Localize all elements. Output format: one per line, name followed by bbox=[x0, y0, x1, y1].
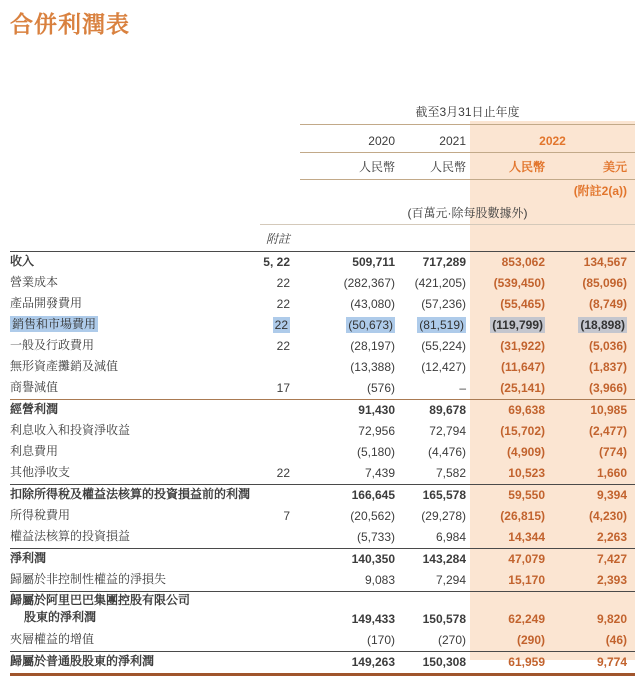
table-row bbox=[10, 506, 635, 527]
value-2022-rmb: 62,249 bbox=[470, 592, 550, 631]
spacer-cell bbox=[10, 201, 260, 225]
table-row bbox=[10, 485, 635, 507]
spacer-cell bbox=[10, 180, 550, 202]
value-2021: 150,308 bbox=[400, 652, 470, 675]
row-label: 所得稅費用 bbox=[10, 508, 71, 522]
row-label: 歸屬於非控制性權益的淨損失 bbox=[10, 572, 167, 586]
table-row bbox=[10, 400, 635, 422]
table-header bbox=[10, 100, 635, 252]
row-label: 權益法核算的投資損益 bbox=[10, 529, 131, 543]
table-row bbox=[10, 592, 635, 631]
value-2022-rmb: (290) bbox=[516, 633, 545, 647]
period-header-row bbox=[10, 100, 635, 125]
value-2020: (170) bbox=[366, 633, 395, 647]
row-label: 淨利潤 bbox=[10, 549, 260, 571]
value-2022-usd: (1,837) bbox=[589, 360, 628, 374]
value-2021: (55,224) bbox=[421, 339, 466, 353]
value-2020: 7,439 bbox=[364, 466, 395, 480]
value-2021: 7,582 bbox=[435, 466, 466, 480]
value-2020: (282,367) bbox=[343, 276, 395, 290]
value-2021: 717,289 bbox=[400, 252, 470, 274]
value-2020: (20,562) bbox=[350, 509, 395, 523]
value-2022-usd: 1,660 bbox=[597, 466, 628, 480]
row-note: 17 bbox=[276, 381, 290, 395]
value-2021: (29,278) bbox=[421, 509, 466, 523]
value-2021: 89,678 bbox=[400, 400, 470, 422]
row-label: 營業成本 bbox=[10, 275, 59, 289]
row-note: 22 bbox=[276, 297, 290, 311]
value-2022-rmb: 69,638 bbox=[470, 400, 550, 422]
value-2022-usd: 2,393 bbox=[597, 573, 628, 587]
value-2020: (43,080) bbox=[350, 297, 395, 311]
value-2022-rmb: (11,647) bbox=[500, 360, 545, 374]
value-2020: 91,430 bbox=[300, 400, 400, 422]
value-2020: 140,350 bbox=[300, 549, 400, 571]
value-2021: (421,205) bbox=[414, 276, 466, 290]
year-2020-header: 2020 bbox=[300, 125, 400, 153]
value-2021: (81,519) bbox=[419, 318, 464, 332]
table-row bbox=[10, 570, 635, 592]
income-table-body bbox=[10, 252, 635, 675]
row-note: 5, 22 bbox=[260, 252, 300, 274]
value-2022-usd: 7,427 bbox=[550, 549, 635, 571]
value-2021: 6,984 bbox=[435, 530, 466, 544]
row-label: 歸屬於普通股股東的淨利潤 bbox=[10, 652, 260, 675]
row-label: 商譽減值 bbox=[10, 380, 59, 394]
note-ref: (附註2(a)) bbox=[573, 184, 628, 198]
row-note bbox=[260, 630, 300, 652]
row-label: 歸屬於阿里巴巴集團控股有限公司 股東的淨利潤 bbox=[10, 592, 260, 631]
value-2020: (50,673) bbox=[348, 318, 393, 332]
table-row bbox=[10, 442, 635, 463]
value-2022-rmb: (25,141) bbox=[500, 381, 545, 395]
row-label: 一般及行政費用 bbox=[10, 338, 95, 352]
value-2021: 72,794 bbox=[429, 424, 466, 438]
value-2020: 9,083 bbox=[364, 573, 395, 587]
value-2020: 149,433 bbox=[300, 592, 400, 631]
row-label: 其他淨收支 bbox=[10, 465, 71, 479]
row-label: 產品開發費用 bbox=[10, 296, 83, 310]
value-2020: (576) bbox=[366, 381, 395, 395]
currency-header-2022-rmb: 人民幣 bbox=[470, 153, 550, 180]
value-2022-rmb: 61,959 bbox=[470, 652, 550, 675]
table-row bbox=[10, 527, 635, 549]
value-2022-rmb: 14,344 bbox=[508, 530, 545, 544]
value-2021: (57,236) bbox=[421, 297, 466, 311]
spacer-cell bbox=[300, 225, 635, 252]
table-row bbox=[10, 252, 635, 274]
value-2021: – bbox=[459, 381, 466, 395]
row-note bbox=[260, 652, 300, 675]
page-title: 合併利潤表 bbox=[10, 11, 130, 37]
table-row bbox=[10, 357, 635, 378]
row-label: 銷售和市場費用 bbox=[12, 317, 97, 331]
row-label: 利息費用 bbox=[10, 444, 59, 458]
value-2021: 143,284 bbox=[400, 549, 470, 571]
value-2022-usd: (46) bbox=[605, 633, 628, 647]
row-label: 收入 bbox=[10, 252, 260, 274]
year-2022-header: 2022 bbox=[470, 125, 635, 153]
table-row bbox=[10, 378, 635, 400]
note-column-header-row bbox=[10, 225, 635, 252]
value-2022-rmb: 853,062 bbox=[470, 252, 550, 274]
value-2020: 509,711 bbox=[300, 252, 400, 274]
value-2022-usd: (5,036) bbox=[589, 339, 628, 353]
income-statement-table bbox=[10, 100, 635, 676]
value-2022-usd: 10,985 bbox=[550, 400, 635, 422]
period-header: 截至3月31日止年度 bbox=[300, 100, 635, 125]
value-2022-rmb: (55,465) bbox=[500, 297, 545, 311]
currency-header-2021: 人民幣 bbox=[400, 153, 470, 180]
row-note bbox=[260, 485, 300, 507]
spacer-cell bbox=[260, 201, 300, 225]
row-note bbox=[260, 442, 300, 463]
table-row bbox=[10, 421, 635, 442]
row-note bbox=[260, 592, 300, 631]
row-label: 經營利潤 bbox=[10, 400, 260, 422]
value-2022-rmb: (15,702) bbox=[500, 424, 545, 438]
value-2022-usd: 9,774 bbox=[550, 652, 635, 675]
value-2020: (28,197) bbox=[350, 339, 395, 353]
row-note: 22 bbox=[276, 339, 290, 353]
currency-header-row bbox=[10, 153, 635, 180]
unit-note: (百萬元·除每股數據外) bbox=[300, 201, 635, 225]
note-column-header: 附註 bbox=[260, 225, 300, 252]
row-note: 22 bbox=[274, 318, 288, 332]
row-note: 22 bbox=[276, 276, 290, 290]
row-note bbox=[260, 357, 300, 378]
value-2021: 150,578 bbox=[400, 592, 470, 631]
value-2022-usd: (3,966) bbox=[589, 381, 628, 395]
note-ref-row bbox=[10, 180, 635, 202]
table-row bbox=[10, 315, 635, 336]
row-label: 無形資產攤銷及減值 bbox=[10, 359, 119, 373]
value-2022-usd: (8,749) bbox=[589, 297, 628, 311]
value-2022-usd: (4,230) bbox=[589, 509, 628, 523]
value-2021: (270) bbox=[437, 633, 466, 647]
spacer-cell bbox=[10, 125, 300, 153]
value-2021: (4,476) bbox=[427, 445, 466, 459]
value-2022-rmb: 59,550 bbox=[470, 485, 550, 507]
row-label: 夾層權益的增值 bbox=[10, 632, 95, 646]
value-2022-usd: 134,567 bbox=[550, 252, 635, 274]
value-2022-rmb: (119,799) bbox=[492, 318, 543, 332]
table-row bbox=[10, 652, 635, 675]
value-2022-usd: (774) bbox=[599, 445, 628, 459]
table-row bbox=[10, 336, 635, 357]
row-note: 7 bbox=[283, 509, 290, 523]
value-2022-usd: (2,477) bbox=[589, 424, 628, 438]
value-2022-usd: 9,394 bbox=[550, 485, 635, 507]
row-note: 22 bbox=[276, 466, 290, 480]
value-2022-rmb: (539,450) bbox=[493, 276, 545, 290]
value-2022-rmb: 47,079 bbox=[470, 549, 550, 571]
table-row bbox=[10, 630, 635, 652]
currency-header-2022-usd: 美元 bbox=[550, 153, 635, 180]
spacer-cell bbox=[10, 153, 300, 180]
value-2020: 166,645 bbox=[300, 485, 400, 507]
value-2021: (12,427) bbox=[421, 360, 466, 374]
table-row bbox=[10, 273, 635, 294]
spacer-cell bbox=[10, 225, 260, 252]
row-label: 扣除所得稅及權益法核算的投資損益前的利潤 bbox=[10, 485, 260, 507]
value-2022-usd: 9,820 bbox=[550, 592, 635, 631]
table-row bbox=[10, 463, 635, 485]
value-2022-rmb: 10,523 bbox=[508, 466, 545, 480]
value-2020: (13,388) bbox=[350, 360, 395, 374]
value-2020: 149,263 bbox=[300, 652, 400, 675]
year-2021-header: 2021 bbox=[400, 125, 470, 153]
row-note bbox=[260, 527, 300, 549]
value-2022-usd: 2,263 bbox=[597, 530, 628, 544]
value-2022-rmb: (4,909) bbox=[506, 445, 545, 459]
unit-note-row bbox=[10, 201, 635, 225]
table-row bbox=[10, 549, 635, 571]
value-2020: (5,180) bbox=[356, 445, 395, 459]
year-header-row bbox=[10, 125, 635, 153]
value-2020: 72,956 bbox=[358, 424, 395, 438]
currency-header-2020: 人民幣 bbox=[300, 153, 400, 180]
value-2022-rmb: (26,815) bbox=[500, 509, 545, 523]
spacer-cell bbox=[10, 100, 300, 125]
row-note bbox=[260, 570, 300, 592]
value-2022-usd: (85,096) bbox=[582, 276, 628, 290]
row-note bbox=[260, 421, 300, 442]
value-2022-rmb: 15,170 bbox=[508, 573, 545, 587]
value-2021: 165,578 bbox=[400, 485, 470, 507]
value-2021: 7,294 bbox=[435, 573, 466, 587]
value-2020: (5,733) bbox=[356, 530, 395, 544]
row-label: 利息收入和投資淨收益 bbox=[10, 423, 131, 437]
value-2022-usd: (18,898) bbox=[580, 318, 626, 332]
value-2022-rmb: (31,922) bbox=[500, 339, 545, 353]
row-note bbox=[260, 549, 300, 571]
table-row bbox=[10, 294, 635, 315]
row-note bbox=[260, 400, 300, 422]
